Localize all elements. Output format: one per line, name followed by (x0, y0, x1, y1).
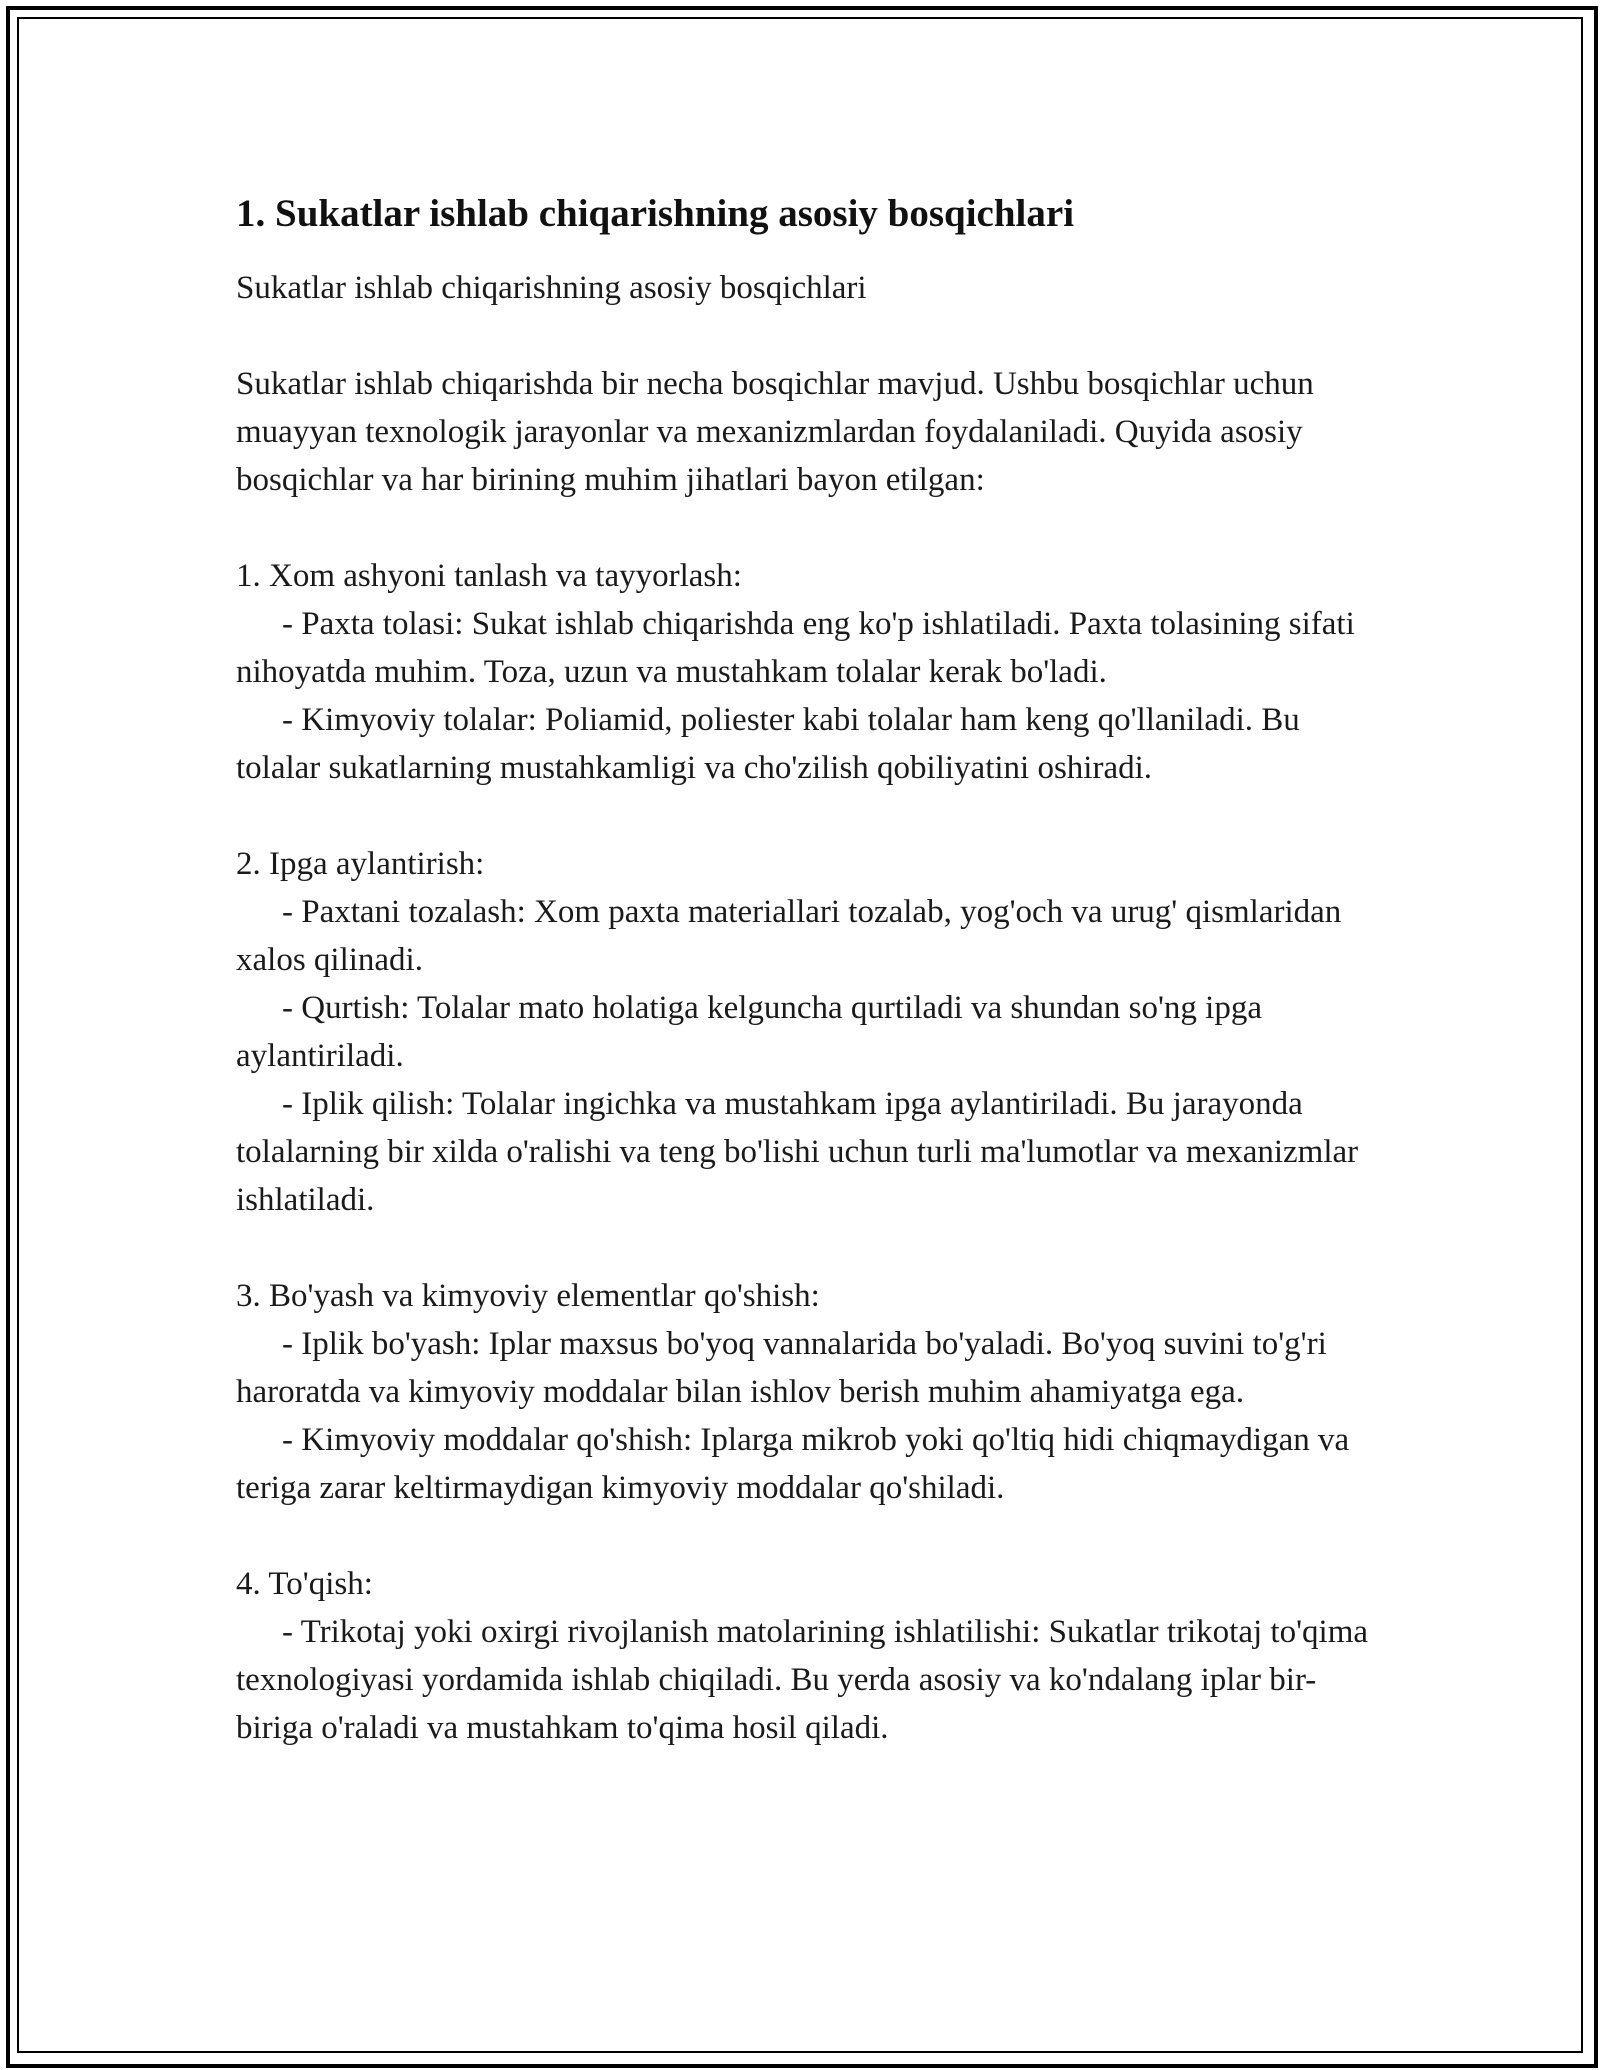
list-item (236, 984, 1386, 1080)
intro-paragraph: Sukatlar ishlab chiqarishda bir necha bosqichlar mavjud. Ushbu bosqichlar uchun muayyan texnologik jarayonlar va mexanizmlardan foydalaniladi. Quyida asosiy bosqichlar va har birining muhim jihatlari bayon etilgan: (236, 366, 1314, 498)
section-spinning (236, 840, 1386, 1224)
list-item-text: - Kimyoviy moddalar qo'shish: Iplarga mikrob yoki qo'ltiq hidi chiqmaydigan va teriga zarar keltirmaydigan kimyoviy moddalar qo'shiladi. (236, 1422, 1350, 1506)
list-item-text: - Iplik bo'yash: Iplar maxsus bo'yoq vannalarida bo'yaladi. Bo'yoq suvini to'g'ri haroratda va kimyoviy moddalar bilan ishlov berish muhim ahamiyatga ega. (236, 1326, 1327, 1410)
list-item (236, 696, 1386, 792)
list-item (236, 1080, 1386, 1224)
list-item (236, 1416, 1386, 1512)
section-heading: 2. Ipga aylantirish: (236, 846, 485, 882)
section-heading: 4. To'qish: (236, 1566, 373, 1602)
section-dyeing (236, 1272, 1386, 1512)
section-heading: 3. Bo'yash va kimyoviy elementlar qo'shish: (236, 1278, 820, 1314)
list-item-text: - Kimyoviy tolalar: Poliamid, poliester kabi tolalar ham keng qo'llaniladi. Bu tolalar sukatlarning mustahkamligi va cho'zilish qobiliyatini oshiradi. (236, 702, 1300, 786)
page-title: 1. Sukatlar ishlab chiqarishning asosiy bosqichlari (236, 192, 1075, 235)
list-item-text: - Paxta tolasi: Sukat ishlab chiqarishda eng ko'p ishlatiladi. Paxta tolasining sifati nihoyatda muhim. Toza, uzun va mustahkam tolalar kerak bo'ladi. (236, 606, 1355, 690)
list-item-text: - Qurtish: Tolalar mato holatiga kelguncha qurtiladi va shundan so'ng ipga aylantiriladi. (236, 990, 1262, 1074)
document-body (236, 186, 1386, 1752)
list-item-text: - Paxtani tozalash: Xom paxta materiallari tozalab, yog'och va urug' qismlaridan xalos qilinadi. (236, 894, 1342, 978)
section-raw-materials (236, 552, 1386, 792)
list-item-text: - Trikotaj yoki oxirgi rivojlanish matolarining ishlatilishi: Sukatlar trikotaj to'qima texnologiyasi yordamida ishlab chiqiladi. Bu yerda asosiy va ko'ndalang iplar bir-biriga o'raladi va mustahkam to'qima hosil qiladi. (236, 1614, 1369, 1746)
list-item-text: - Iplik qilish: Tolalar ingichka va mustahkam ipga aylantiriladi. Bu jarayonda tolalarning bir xilda o'ralishi va teng bo'lishi uchun turli ma'lumotlar va mexanizmlar ishlatiladi. (236, 1086, 1359, 1218)
list-item (236, 1320, 1386, 1416)
section-weaving (236, 1560, 1386, 1752)
page-subtitle: Sukatlar ishlab chiqarishning asosiy bosqichlari (236, 270, 867, 306)
list-item (236, 600, 1386, 696)
list-item (236, 1608, 1386, 1752)
section-heading: 1. Xom ashyoni tanlash va tayyorlash: (236, 558, 742, 594)
list-item (236, 888, 1386, 984)
